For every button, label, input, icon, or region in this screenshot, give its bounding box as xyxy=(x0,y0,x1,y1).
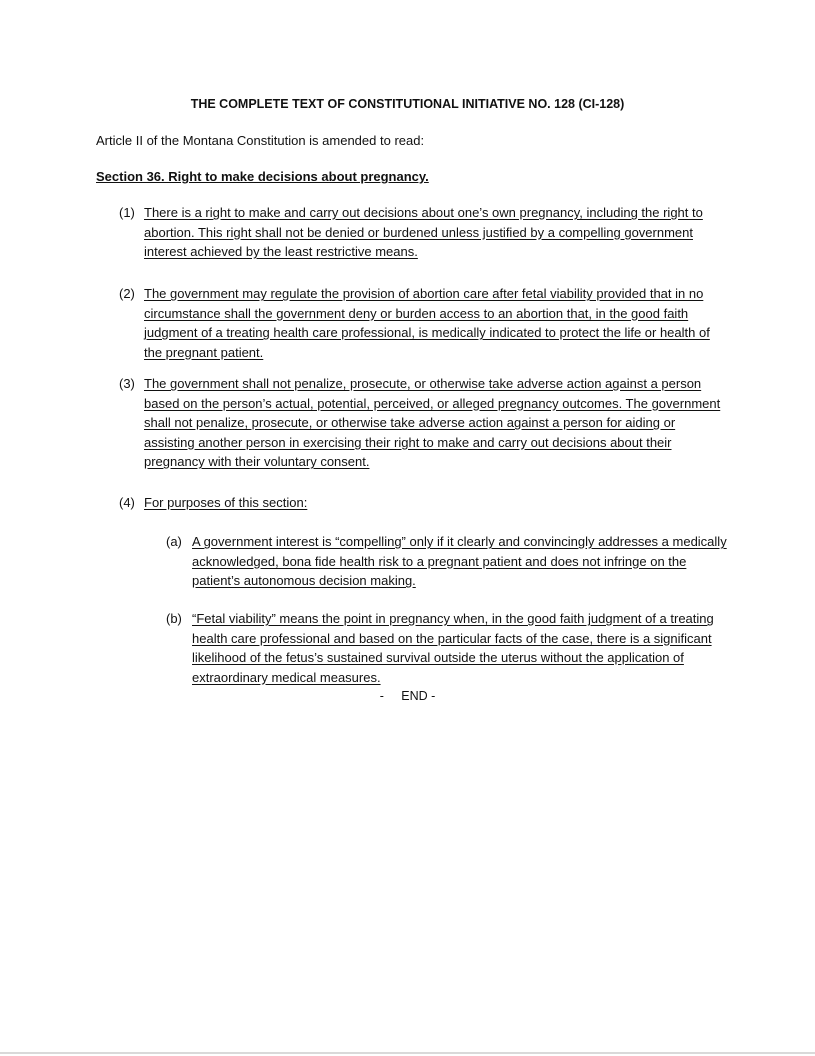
document-title: THE COMPLETE TEXT OF CONSTITUTIONAL INITIATIVE NO. 128 (CI-128) xyxy=(190,97,625,111)
page-bottom-divider xyxy=(0,1052,815,1054)
subclause-letter: (a) xyxy=(166,534,182,549)
clause-text: There is a right to make and carry out decisions about one’s own pregnancy, including the right to abortion. This right shall not be denied or burdened unless justified by a compelling government interest achieved by the least restrictive means. xyxy=(144,205,703,259)
subclause-letter: (b) xyxy=(166,611,182,626)
clause-number: (4) xyxy=(119,495,135,510)
clause-number: (2) xyxy=(119,286,135,301)
end-marker: - END - xyxy=(379,689,436,703)
clause-number: (1) xyxy=(119,205,135,220)
clause-text: The government may regulate the provision of abortion care after fetal viability provided that in no circumstance shall the government deny or burden access to an abortion that, in the good faith judgment of a treating health care professional, is medically indicated to protect the life or health of the pregnant patient. xyxy=(144,286,710,360)
subclause-text: “Fetal viability” means the point in pregnancy when, in the good faith judgment of a treating health care professional and based on the particular facts of the case, there is a significant likelihood of the fetus’s sustained survival outside the uterus without the application of extraordinary medical measures. xyxy=(192,611,714,685)
subclause-text: A government interest is “compelling” only if it clearly and convincingly addresses a medically acknowledged, bona fide health risk to a pregnant patient and does not infringe on the patient’s autonomous decision making. xyxy=(192,534,727,588)
clause-text: For purposes of this section: xyxy=(144,495,308,510)
intro-text: Article II of the Montana Constitution is amended to read: xyxy=(96,133,425,148)
section-heading: Section 36. Right to make decisions about pregnancy. xyxy=(96,169,429,184)
clause-number: (3) xyxy=(119,376,135,391)
clause-text: The government shall not penalize, prosecute, or otherwise take adverse action against a person based on the person’s actual, potential, perceived, or alleged pregnancy outcomes. The government shall not penalize, prosecute, or otherwise take adverse action against a person for aiding or assisting another person in exercising their right to make and carry out decisions about their pregnancy with their voluntary consent. xyxy=(144,376,721,469)
